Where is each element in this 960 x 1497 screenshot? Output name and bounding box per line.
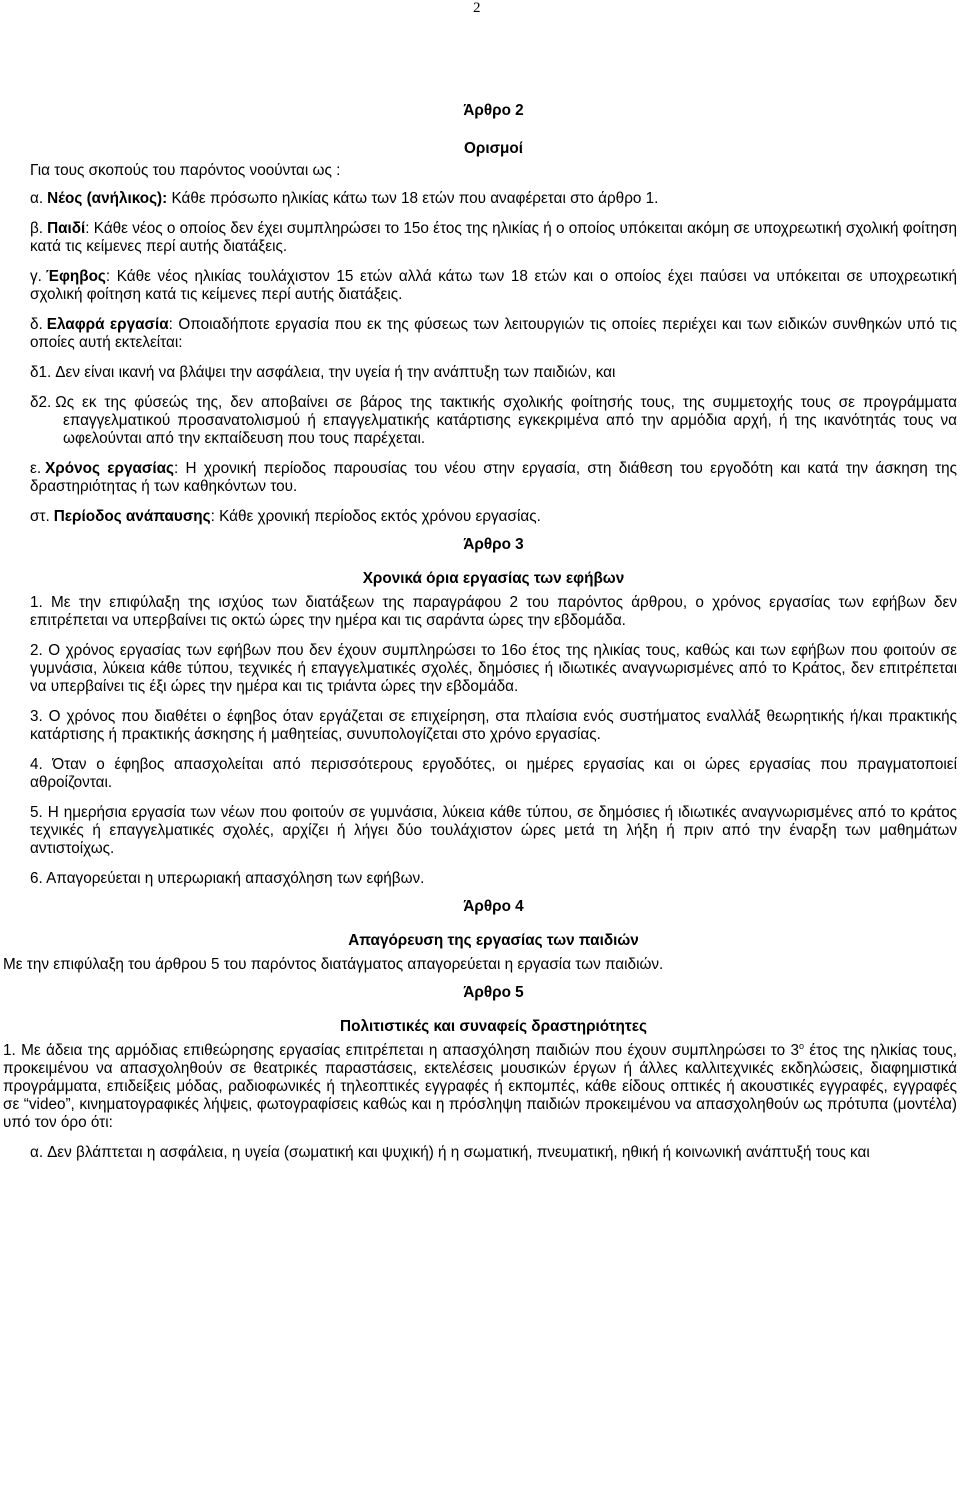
definition-b-mark: β. [30,220,44,237]
article-2-title: Άρθρο 2 [463,102,524,119]
article-4-title: Άρθρο 4 [463,898,524,915]
definition-d1-text: Δεν είναι ικανή να βλάψει την ασφάλεια, την υγεία ή την ανάπτυξη των παιδιών, και [55,364,616,381]
definition-a [30,190,957,208]
definition-a-term: Νέος (ανήλικος): [47,190,168,207]
definition-d-term: Ελαφρά εργασία [46,316,169,333]
article-3-paragraph-4: 4. Όταν ο έφηβος απασχολείται από περισσότερους εργοδότες, οι ημέρες εργασίας και οι ώρες εργασίας που πραγματοποιεί αθροίζονται. [30,756,957,791]
definition-b-term: Παιδί [47,220,86,237]
definition-b-text: : Κάθε νέος ο οποίος δεν έχει συμπληρώσει το 15ο έτος της ηλικίας ή ο οποίος υπόκειται ακόμη σε υποχρεωτική σχολική φοίτηση κατά τις κείμενες περί αυτής διατάξεις. [30,220,957,255]
article-3-paragraph-1: 1. Με την επιφύλαξη της ισχύος των διατάξεων της παραγράφου 2 του παρόντος άρθρου, ο χρόνος εργασίας των εφήβων δεν επιτρέπεται να υπερβαίνει τις οκτώ ώρες την ημέρα και τις σαράντα ώρες την εβδομάδα. [30,594,957,629]
definition-e-term: Χρόνος εργασίας [45,460,174,477]
article-5-paragraph-1-start: 1. Με άδεια της αρμόδιας επιθεώρησης εργασίας επιτρέπεται η απασχόληση παιδιών που έχουν συμπληρώσει το 3 [3,1042,799,1059]
definition-d-text: : Οποιαδήποτε εργασία που εκ της φύσεως των λειτουργιών τις οποίες περιέχει και των ειδικών συνθηκών υπό τις οποίες αυτή εκτελείται: [30,316,957,351]
page-number: 2 [473,0,481,16]
article-5-title: Άρθρο 5 [463,984,524,1001]
article-5-paragraph-1 [3,1042,957,1132]
definition-d2-mark: δ2. [30,394,52,411]
definition-d-mark: δ. [30,316,43,333]
definition-d1-mark: δ1. [30,364,52,381]
definition-d1 [30,364,957,382]
definition-st-term: Περίοδος ανάπαυσης [53,508,211,525]
article-5-subtitle: Πολιτιστικές και συναφείς δραστηριότητες [340,1018,647,1035]
article-4-paragraph-1: Με την επιφύλαξη του άρθρου 5 του παρόντος διατάγματος απαγορεύεται η εργασία των παιδιών. [3,956,664,973]
definition-c-text: : Κάθε νέος ηλικίας τουλάχιστον 15 ετών αλλά κάτω των 18 ετών και ο οποίος έχει παύσει να υπόκειται σε υποχρεωτική σχολική φοίτηση κατά τις κείμενες περί αυτής διατάξεις. [30,268,957,303]
definition-st [30,508,957,526]
article-5-item-a-text: Δεν βλάπτεται η ασφάλεια, η υγεία (σωματική και ψυχική) ή η σωματική, πνευματική, ηθική ή κοινωνική ανάπτυξή τους και [47,1144,870,1161]
definition-d2-text: Ως εκ της φύσεώς της, δεν αποβαίνει σε βάρος της τακτικής σχολικής φοίτησής τους, της συμμετοχής τους σε προγράμματα επαγγελματικού προσανατολισμού ή επαγγελματικής κατάρτισης εγκεκριμένα από την αρμόδια αρχή, ή της ικανότητάς τους να ωφελούνται από την εκπαίδευση που τους παρέχεται. [55,394,957,447]
definition-a-mark: α. [30,190,44,207]
definition-c-mark: γ. [30,268,42,285]
definition-c [30,268,957,304]
definition-e-text: : Η χρονική περίοδος παρουσίας του νέου στην εργασία, στη διάθεση του εργοδότη και κατά την άσκηση της δραστηριότητας ή των καθηκόντων του. [30,460,957,495]
article-3-subtitle: Χρονικά όρια εργασίας των εφήβων [362,570,625,587]
article-3-paragraph-2: 2. Ο χρόνος εργασίας των εφήβων που δεν έχουν συμπληρώσει το 16ο έτος της ηλικίας τους, καθώς και των εφήβων που φοιτούν σε γυμνάσια, λύκεια κάθε τύπου, τεχνικές ή επαγγελματικές σχολές, δημόσιες ή ιδιωτικές αναγνωρισμένες από το Κράτος, δεν επιτρέπεται να υπερβαίνει τις έξι ώρες την ημέρα και τις τριάντα ώρες την εβδομάδα. [30,642,957,695]
article-3-paragraph-5: 5. Η ημερήσια εργασία των νέων που φοιτούν σε γυμνάσια, λύκεια κάθε τύπου, σε δημόσιες ή ιδιωτικές αναγνωρισμένες από το κράτος τεχνικές ή επαγγελματικές σχολές, αρχίζει ή λήγει δύο τουλάχιστον ώρες μετά τη λήξη ή πριν από την έναρξη των μαθημάτων αντιστοίχως. [30,804,957,857]
definition-a-text: Κάθε πρόσωπο ηλικίας κάτω των 18 ετών που αναφέρεται στο άρθρο 1. [167,190,659,207]
article-5-item-a-mark: α. [30,1144,44,1161]
definition-d2 [30,394,957,448]
article-4-subtitle: Απαγόρευση της εργασίας των παιδιών [348,932,639,949]
definition-b [30,220,957,256]
definition-st-text: : Κάθε χρονική περίοδος εκτός χρόνου εργασίας. [210,508,541,525]
article-5-paragraph-1-end: έτος της ηλικίας τους, προκειμένου να απασχοληθούν σε θεατρικές παραστάσεις, εκτελέσεις μουσικών έργων ή άλλες καλλιτεχνικές εκδηλώσεις, διαφημιστικά προγράμματα, επιδείξεις μόδας, ραδιοφωνικές ή τηλεοπτικές εγγραφές ή εκπομπές, κάθε είδους οπτικές ή ακουστικές εγγραφές, εγγραφές σε “video”, κινηματογραφικές λήψεις, φωτογραφίσεις καθώς και η πρόσληψη παιδιών προκειμένου να απασχοληθούν ως πρότυπα (μοντέλα) υπό τον όρο ότι: [3,1042,957,1131]
article-3-paragraph-3: 3. Ο χρόνος που διαθέτει ο έφηβος όταν εργάζεται σε επιχείρηση, στα πλαίσια ενός συστήματος εναλλάξ θεωρητικής ή/και πρακτικής κατάρτισης ή πρακτικής άσκησης ή μαθητείας, συνυπολογίζεται στο χρόνο εργασίας. [30,708,957,743]
definition-c-term: Έφηβος [45,268,106,285]
article-2-subtitle: Ορισμοί [463,140,524,157]
article-5-item-a [30,1144,957,1162]
article-3-paragraph-6: 6. Απαγορεύεται η υπερωριακή απασχόληση των εφήβων. [30,870,425,887]
article-3-title: Άρθρο 3 [463,536,524,553]
definition-e-mark: ε. [30,460,42,477]
definition-d [30,316,957,352]
ordinal-superscript: ο [798,1041,804,1051]
definition-e [30,460,957,496]
document-body [3,100,957,1174]
definition-st-mark: στ. [30,508,50,525]
article-2-intro: Για τους σκοπούς του παρόντος νοούνται ως : [30,162,341,179]
